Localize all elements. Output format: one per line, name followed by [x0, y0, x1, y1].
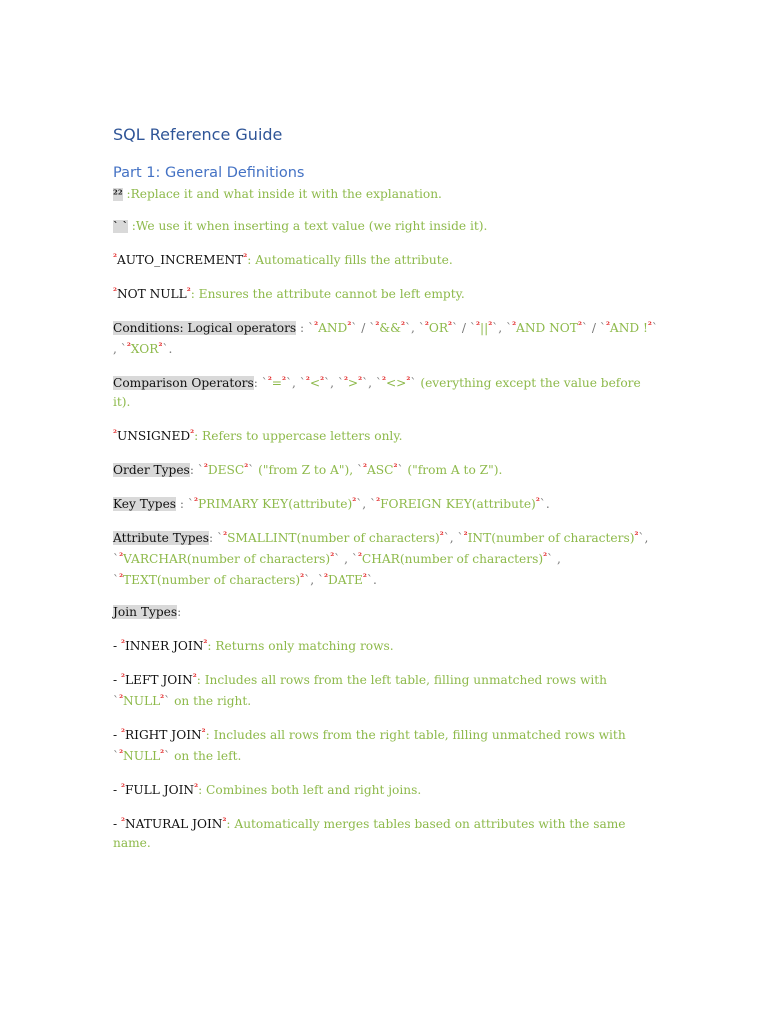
marker-glyph: ²	[119, 749, 124, 759]
marker-glyph: ²	[512, 321, 517, 331]
punctuation-text: `	[356, 463, 364, 477]
marker-glyph: ²	[158, 342, 163, 352]
marker-glyph: ²	[476, 321, 480, 331]
paragraph-natural-join	[113, 813, 658, 853]
marker-glyph: ²	[535, 497, 540, 507]
marker-glyph: ²	[223, 531, 228, 541]
explanation-text: AND NOT	[516, 321, 578, 335]
paragraph-join-types	[113, 603, 658, 622]
explanation-text: VARCHAR(number of characters)	[123, 552, 331, 566]
explanation-text: ||	[479, 321, 489, 335]
marker-glyph: ²	[192, 673, 197, 683]
marker-glyph: ²	[382, 376, 386, 386]
marker-glyph: ²	[347, 321, 352, 331]
marker-glyph: ²	[126, 342, 131, 352]
marker-glyph: ²	[320, 376, 325, 386]
punctuation-text: `, `	[113, 531, 649, 566]
punctuation-text: ` , `	[334, 552, 358, 566]
marker-glyph: ²	[160, 749, 165, 759]
marker-glyph: ²	[201, 728, 206, 738]
marker-glyph: ²	[160, 694, 165, 704]
punctuation-text: `	[164, 749, 171, 763]
keyword-text: UNSIGNED	[116, 429, 191, 443]
punctuation-text: `, `	[324, 376, 344, 390]
explanation-text: on the left.	[170, 749, 242, 763]
marker-glyph: ²	[305, 376, 310, 386]
explanation-text: <>	[385, 376, 407, 390]
marker-glyph: ²	[314, 321, 319, 331]
punctuation-text: `	[113, 749, 120, 763]
explanation-text: ASC	[367, 463, 394, 477]
marker-glyph: ²	[362, 573, 367, 583]
explanation-text: TEXT(number of characters)	[123, 573, 301, 587]
marker-glyph: ²	[543, 552, 548, 562]
marker-glyph: ²	[203, 463, 208, 473]
marker-glyph: ²	[401, 321, 405, 331]
explanation-text: NULL	[123, 694, 161, 708]
keyword-text: RIGHT JOIN	[124, 728, 202, 742]
paragraph-inner-join	[113, 635, 658, 656]
marker-glyph: ²	[357, 552, 362, 562]
punctuation-text: `	[113, 694, 120, 708]
marker-glyph: ²	[113, 429, 117, 439]
explanation-text: : Ensures the attribute cannot be left empty.	[190, 287, 465, 301]
marker-glyph: ²	[424, 321, 429, 331]
explanation-text: : Returns only matching rows.	[207, 639, 394, 653]
punctuation-text: `.	[162, 342, 173, 356]
marker-glyph: ²	[186, 287, 191, 297]
explanation-text: DATE	[327, 573, 363, 587]
punctuation-text: `, `	[443, 531, 464, 545]
punctuation-text: `, `	[285, 376, 306, 390]
explanation-text: :We use it when inserting a text value (we right inside it).	[127, 219, 488, 233]
marker-glyph: ²	[113, 253, 117, 263]
marker-glyph: ²	[243, 253, 248, 263]
marker-glyph: ²	[222, 817, 227, 827]
paragraph-attribute-types	[113, 527, 658, 590]
punctuation-text: : `	[189, 463, 204, 477]
punctuation-text: ` , `	[113, 321, 658, 356]
marker-glyph: ²	[605, 321, 610, 331]
explanation-text: ("from A to Z").	[407, 463, 503, 477]
highlighted-label: Attribute Types	[113, 531, 210, 545]
marker-glyph: ²	[376, 497, 381, 507]
explanation-text: CHAR(number of characters)	[361, 552, 544, 566]
marker-glyph: ²	[121, 783, 125, 793]
paragraph-backtick	[113, 217, 658, 236]
explanation-text: DESC	[207, 463, 245, 477]
marker-glyph: ²	[634, 531, 639, 541]
paragraph-order-types	[113, 459, 658, 480]
punctuation-text: `, `	[492, 321, 513, 335]
marker-glyph: ²	[330, 552, 335, 562]
marker-glyph: ²	[121, 673, 125, 683]
marker-glyph: ²	[439, 531, 444, 541]
explanation-text: AND	[318, 321, 348, 335]
keyword-text: -	[113, 673, 121, 687]
keyword-text: -	[113, 783, 121, 797]
paragraph-right-join	[113, 724, 658, 766]
punctuation-text: `.	[539, 497, 550, 511]
explanation-text: OR	[428, 321, 449, 335]
keyword-text: AUTO_INCREMENT	[116, 253, 244, 267]
marker-glyph: ²	[203, 639, 208, 649]
keyword-text: NOT NULL	[116, 287, 187, 301]
explanation-text: : Automatically fills the attribute.	[247, 253, 453, 267]
highlighted-symbol: ` `	[113, 220, 128, 233]
marker-glyph: ²	[267, 376, 272, 386]
explanation-text: FOREIGN KEY(attribute)	[380, 497, 536, 511]
paragraph-list	[113, 185, 658, 853]
marker-glyph: ²	[343, 376, 348, 386]
highlighted-label: Conditions: Logical operators	[113, 321, 297, 335]
punctuation-text: : `	[296, 321, 315, 335]
marker-glyph: ²	[375, 321, 380, 331]
punctuation-text: `	[164, 694, 171, 708]
marker-glyph: ²	[448, 321, 452, 331]
paragraph-auto-increment	[113, 249, 658, 270]
paragraph-placeholder	[113, 185, 658, 204]
marker-glyph: ²	[577, 321, 582, 331]
punctuation-text: ` / `	[451, 321, 477, 335]
paragraph-unsigned	[113, 425, 658, 446]
marker-glyph: ²	[647, 321, 652, 331]
paragraph-full-join	[113, 779, 658, 800]
document-title: SQL Reference Guide	[113, 125, 283, 144]
marker-glyph: ²	[463, 531, 468, 541]
marker-glyph: ²	[119, 694, 124, 704]
punctuation-text: `, `	[362, 376, 383, 390]
marker-glyph: ²	[119, 573, 124, 583]
explanation-text: AND !	[609, 321, 648, 335]
marker-glyph: ²	[488, 321, 493, 331]
explanation-text: : Includes all rows from the right table, filling unmatched rows with	[205, 728, 626, 742]
explanation-text: SMALLINT(number of characters)	[227, 531, 440, 545]
explanation-text: <	[309, 376, 321, 390]
marker-glyph: ²	[121, 728, 125, 738]
explanation-text: INT(number of characters)	[467, 531, 635, 545]
explanation-text: XOR	[130, 342, 159, 356]
marker-glyph: ²	[406, 376, 411, 386]
punctuation-text: ` / `	[351, 321, 376, 335]
keyword-text: NATURAL JOIN	[124, 817, 223, 831]
punctuation-text: : `	[253, 376, 268, 390]
explanation-text: : Refers to uppercase letters only.	[194, 429, 403, 443]
punctuation-text: `.	[366, 573, 377, 587]
paragraph-comparison-operators	[113, 372, 658, 412]
punctuation-text: ` , `	[113, 552, 561, 587]
punctuation-text: : `	[176, 497, 194, 511]
marker-glyph: ²	[244, 463, 249, 473]
marker-glyph: ²	[194, 497, 198, 507]
explanation-text: (everything except the value before it).	[113, 376, 641, 409]
explanation-text: : Combines both left and right joins.	[198, 783, 422, 797]
marker-glyph: ²	[363, 463, 367, 473]
part-heading: Part 1: General Definitions	[113, 165, 305, 181]
keyword-text: -	[113, 639, 121, 653]
document-content	[113, 124, 658, 866]
explanation-text: ("from Z to A"),	[258, 463, 357, 477]
explanation-text: : Automatically merges tables based on attributes with the same name.	[113, 817, 626, 850]
explanation-text: &&	[379, 321, 401, 335]
punctuation-text: `, `	[404, 321, 425, 335]
highlighted-label: Comparison Operators	[113, 376, 254, 390]
keyword-text: -	[113, 817, 121, 831]
punctuation-text: `	[410, 376, 421, 390]
keyword-text: INNER JOIN	[124, 639, 204, 653]
punctuation-text: `	[397, 463, 408, 477]
punctuation-text: ` / `	[581, 321, 606, 335]
paragraph-logical-operators	[113, 317, 658, 359]
marker-glyph: ²	[282, 376, 286, 386]
marker-glyph: ²	[358, 376, 363, 386]
explanation-text: PRIMARY KEY(attribute)	[197, 497, 353, 511]
paragraph-not-null	[113, 283, 658, 304]
highlighted-label: Order Types	[113, 463, 190, 477]
marker-glyph: ²	[121, 817, 125, 827]
highlighted-label: Key Types	[113, 497, 177, 511]
explanation-text: =	[271, 376, 282, 390]
marker-glyph: ²	[393, 463, 398, 473]
marker-glyph: ²	[300, 573, 305, 583]
explanation-text: :Replace it and what inside it with the explanation.	[122, 187, 442, 201]
explanation-text: on the right.	[170, 694, 252, 708]
marker-glyph: ²	[121, 639, 125, 649]
punctuation-text: :	[177, 605, 182, 619]
marker-glyph: ²	[324, 573, 328, 583]
punctuation-text: : `	[209, 531, 224, 545]
keyword-text: -	[113, 728, 121, 742]
explanation-text: NULL	[123, 749, 161, 763]
marker-glyph: ²	[190, 429, 195, 439]
punctuation-text: `, `	[304, 573, 325, 587]
punctuation-text: `	[248, 463, 259, 477]
marker-glyph: ²	[194, 783, 199, 793]
explanation-text: >	[347, 376, 359, 390]
marker-glyph: ²	[113, 287, 117, 297]
marker-glyph: ²	[352, 497, 357, 507]
keyword-text: FULL JOIN	[124, 783, 195, 797]
punctuation-text: `, `	[356, 497, 377, 511]
marker-glyph: ²	[119, 552, 124, 562]
paragraph-left-join	[113, 669, 658, 711]
highlighted-symbol: ²²	[113, 188, 123, 201]
paragraph-key-types	[113, 493, 658, 514]
highlighted-label: Join Types	[113, 605, 178, 619]
explanation-text: : Includes all rows from the left table, filling unmatched rows with	[196, 673, 608, 687]
keyword-text: LEFT JOIN	[124, 673, 193, 687]
